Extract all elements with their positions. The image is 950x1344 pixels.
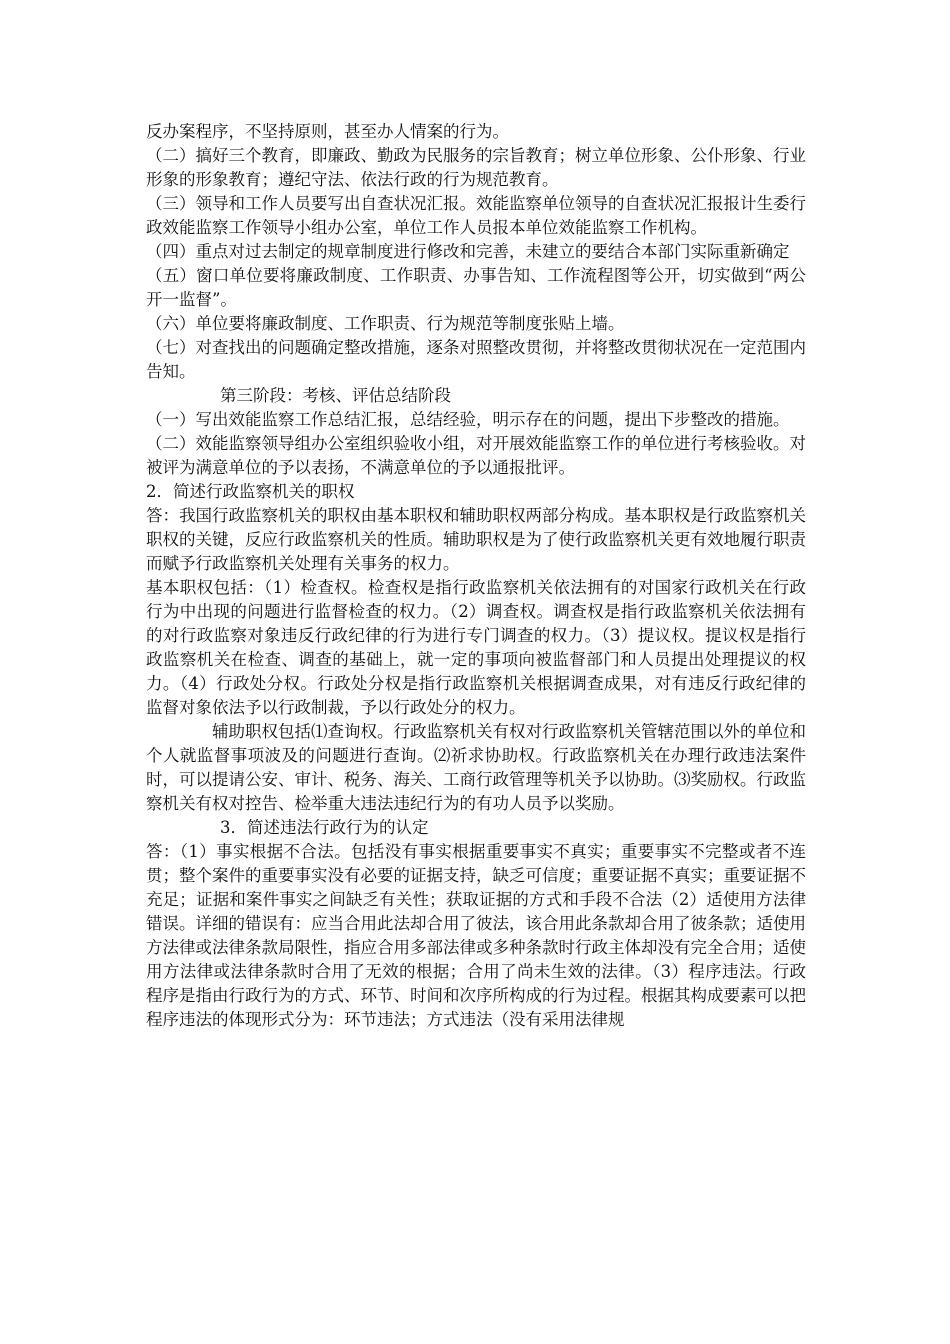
- paragraph-stage3-item-2: （二）效能监察领导组办公室组织验收小组，对开展效能监察工作的单位进行考核验收。对被评为满意单位的予以表扬，不满意单位的予以通报批评。: [146, 434, 806, 477]
- paragraph-stage3-item-1: （一）写出效能监察工作总结汇报，总结经验，明示存在的问题，提出下步整改的措施。: [146, 410, 790, 429]
- basic-powers-paragraph: 基本职权包括：（1）检查权。检查权是指行政监察机关依法拥有的对国家行政机关在行政行为中出现的问题进行监督检查的权力。（2）调查权。调查权是指行政监察机关依法拥有的对行政监察对象违反行政纪律的行为进行专门调查的权力。（3）提议权。提议权是指行政监察机关在检查、调查的基础上，就一定的事项向被监督部门和人员提出处理提议的权力。（4）行政处分权。行政处分权是指行政监察机关根据调查成果，对有违反行政纪律的监督对象依法予以行政制裁，予以行政处分的权力。: [146, 578, 806, 717]
- document-body: [146, 120, 806, 1032]
- section-heading-stage-3: 第三阶段：考核、评估总结阶段: [220, 386, 451, 405]
- paragraph-item-2: （二）搞好三个教育，即廉政、勤政为民服务的宗旨教育；树立单位形象、公仆形象、行业形象的形象教育；遵纪守法、依法行政的行为规范教育。: [146, 146, 806, 189]
- question-heading-2: 2．简述行政监察机关的职权: [146, 482, 355, 501]
- answer-paragraph-3: 答：（1）事实根据不合法。包括没有事实根据重要事实不真实；重要事实不完整或者不连贯；整个案件的重要事实没有必要的证据支持，缺乏可信度；重要证据不真实；重要证据不充足；证据和案件事实之间缺乏有关性；获取证据的方式和手段不合法（2）适使用方法律错误。详细的错误有：应当合用此法却合用了彼法，该合用此条款却合用了彼条款；适使用方法律或法律条款局限性，指应合用多部法律或多种条款时行政主体却没有完全合用；适使用方法律或法律条款时合用了无效的根据；合用了尚未生效的法律。（3）程序违法。行政程序是指由行政行为的方式、环节、时间和次序所构成的行为过程。根据其构成要素可以把程序违法的体现形式分为：环节违法；方式违法（没有采用法律规: [146, 842, 806, 1029]
- paragraph-continuation: 反办案程序，不坚持原则，甚至办人情案的行为。: [146, 122, 509, 141]
- question-heading-3: 3．简述违法行政行为的认定: [220, 818, 429, 837]
- paragraph-item-6: （六）单位要将廉政制度、工作职责、行为规范等制度张贴上墙。: [146, 314, 625, 333]
- answer-paragraph-2: 答：我国行政监察机关的职权由基本职权和辅助职权两部分构成。基本职权是行政监察机关职权的关键，反应行政监察机关的性质。辅助职权是为了使行政监察机关更有效地履行职责而赋予行政监察机关处理有关事务的权力。: [146, 506, 806, 573]
- paragraph-item-4: （四）重点对过去制定的规章制度进行修改和完善，未建立的要结合本部门实际重新确定: [146, 242, 790, 261]
- auxiliary-powers-paragraph: 辅助职权包括⑴查询权。行政监察机关有权对行政监察机关管辖范围以外的单位和个人就监督事项波及的问题进行查询。⑵祈求协助权。行政监察机关在办理行政违法案件时，可以提请公安、审计、税务、海关、工商行政管理等机关予以协助。⑶奖励权。行政监察机关有权对控告、检举重大违法违纪行为的有功人员予以奖励。: [146, 722, 806, 813]
- paragraph-item-5: （五）窗口单位要将廉政制度、工作职责、办事告知、工作流程图等公开，切实做到“两公开一监督”。: [146, 266, 806, 309]
- paragraph-item-3: （三）领导和工作人员要写出自查状况汇报。效能监察单位领导的自查状况汇报报计生委行政效能监察工作领导小组办公室，单位工作人员报本单位效能监察工作机构。: [146, 194, 806, 237]
- paragraph-item-7: （七）对查找出的问题确定整改措施，逐条对照整改贯彻，并将整改贯彻状况在一定范围内告知。: [146, 338, 806, 381]
